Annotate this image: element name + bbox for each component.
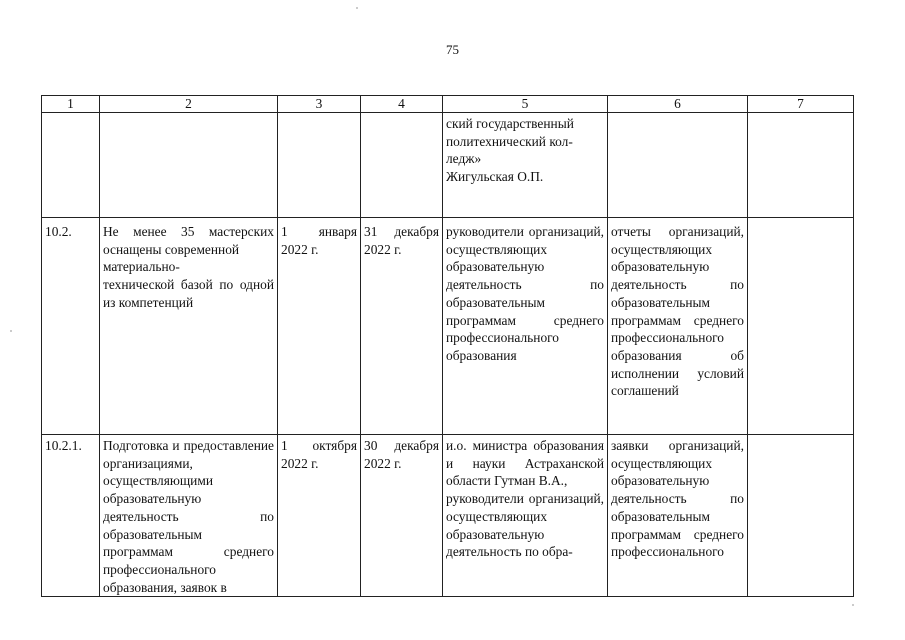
start-date-cell [278, 113, 361, 218]
start-date-cell: 1 октября 2022 г. [278, 435, 361, 597]
header-col-5: 5 [443, 96, 608, 113]
scan-speck [356, 7, 358, 9]
header-col-6: 6 [608, 96, 748, 113]
row-number-cell: 10.2.1. [42, 435, 100, 597]
header-row [42, 96, 854, 113]
scan-speck [10, 330, 12, 332]
table-row [42, 435, 854, 597]
start-date-cell: 1 января 2022 г. [278, 218, 361, 435]
table-row [42, 218, 854, 435]
header-col-4: 4 [361, 96, 443, 113]
table-row [42, 113, 854, 218]
responsible-cell: руководители организаций, осуществляющих образовательную деятельность по образовательным программам среднего профессионального образования [443, 218, 608, 435]
table-header [42, 96, 854, 113]
header-col-1: 1 [42, 96, 100, 113]
responsible-cell: ский государственный политехнический кол- ледж» Жигульская О.П. [443, 113, 608, 218]
end-date-cell: 30 декабря 2022 г. [361, 435, 443, 597]
activity-cell [100, 113, 278, 218]
end-date-cell [361, 113, 443, 218]
scan-speck [852, 604, 854, 606]
result-cell [608, 113, 748, 218]
header-col-2: 2 [100, 96, 278, 113]
activity-cell: Не менее 35 мастерских оснащены современной материально- технической базой по одной из компетенций [100, 218, 278, 435]
end-date-cell: 31 декабря 2022 г. [361, 218, 443, 435]
header-col-3: 3 [278, 96, 361, 113]
row-number-cell: 10.2. [42, 218, 100, 435]
column-7-cell [748, 435, 854, 597]
result-cell: заявки организаций, осуществляющих образовательную деятельность по образовательным программам среднего профессионального [608, 435, 748, 597]
row-number-cell [42, 113, 100, 218]
column-7-cell [748, 218, 854, 435]
column-7-cell [748, 113, 854, 218]
responsible-cell: и.о. министра образования и науки Астраханской области Гутман В.А., руководители организаций, осуществляющих образовательную деятельность по обра- [443, 435, 608, 597]
header-col-7: 7 [748, 96, 854, 113]
page-number: 75 [446, 42, 459, 57]
result-cell: отчеты организаций, осуществляющих образовательную деятельность по образовательным программам среднего профессионального образования об исполнении условий соглашений [608, 218, 748, 435]
activity-cell: Подготовка и предоставление организациями, осуществляющими образовательную деятельность по образовательным программам среднего профессионального образования, заявок в [100, 435, 278, 597]
document-table [41, 95, 854, 597]
